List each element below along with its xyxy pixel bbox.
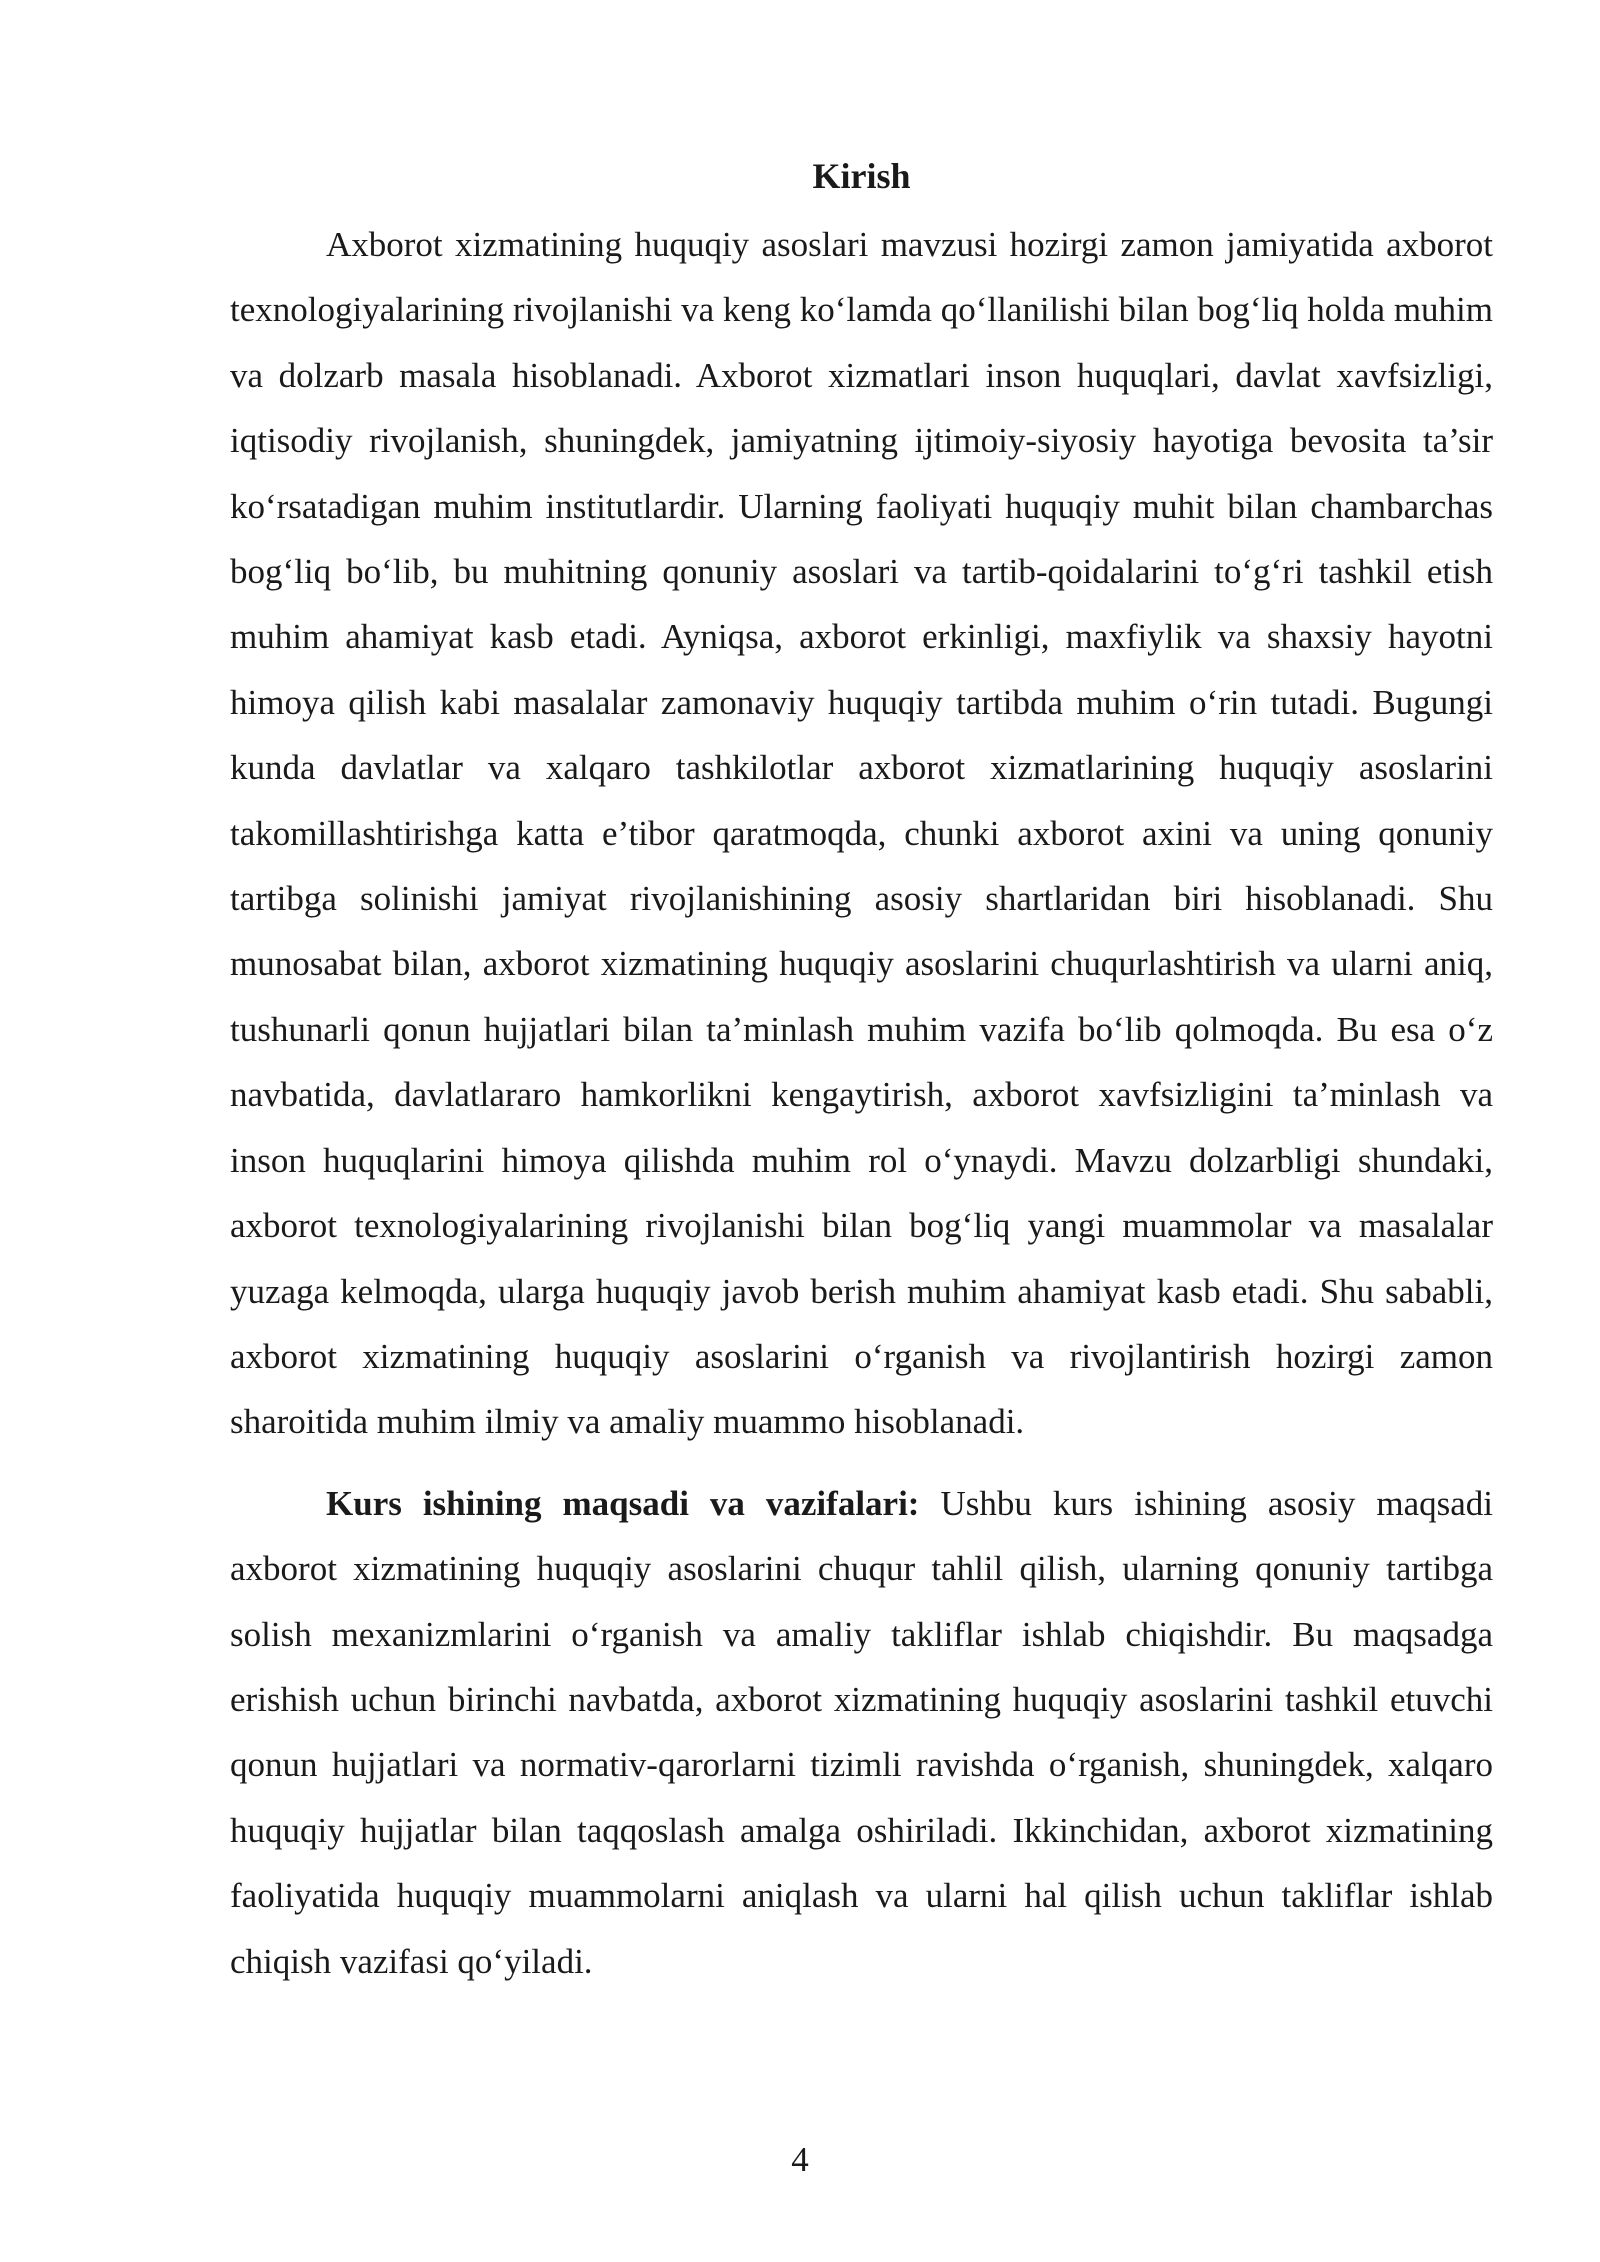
goals-paragraph-text: Ushbu kurs ishining asosiy maqsadi axborot xizmatining huquqiy asoslarini chuqur tahlil qilish, ularning qonuniy tartibga solish mexanizmlarini o‘rganish va amaliy takliflar ishlab chiqishdir. Bu maqsadga erishish uchun birinchi navbatda, axborot xizmatining huquqiy asoslarini tashkil etuvchi qonun hujjatlari va normativ-qarorlarni tizimli ravishda o‘rganish, shuningdek, xalqaro huquqiy hujjatlar bilan taqqoslash amalga oshiriladi. Ikkinchidan, axborot xizmatining faoliyatida huquqiy muammolarni aniqlash va ularni hal qilish uchun takliflar ishlab chiqish vazifasi qo‘yiladi. xyxy=(230,1483,1493,1981)
intro-paragraph-text: Axborot xizmatining huquqiy asoslari mavzusi hozirgi zamon jamiyatida axborot texnologiyalarining rivojlanishi va keng ko‘lamda qo‘llanilishi bilan bog‘liq holda muhim va dolzarb masala hisoblanadi. Axborot xizmatlari inson huquqlari, davlat xavfsizligi, iqtisodiy rivojlanish, shuningdek, jamiyatning ijtimoiy-siyosiy hayotiga bevosita ta’sir ko‘rsatadigan muhim institutlardir. Ularning faoliyati huquqiy muhit bilan chambarchas bog‘liq bo‘lib, bu muhitning qonuniy asoslari va tartib-qoidalarini to‘g‘ri tashkil etish muhim ahamiyat kasb etadi. Ayniqsa, axborot erkinligi, maxfiylik va shaxsiy hayotni himoya qilish kabi masalalar zamonaviy huquqiy tartibda muhim o‘rin tutadi. Bugungi kunda davlatlar va xalqaro tashkilotlar axborot xizmatlarining huquqiy asoslarini takomillashtirishga katta e’tibor qaratmoqda, chunki axborot axini va uning qonuniy tartibga solinishi jamiyat rivojlanishining asosiy shartlaridan biri hisoblanadi. Shu munosabat bilan, axborot xizmatining huquqiy asoslarini chuqurlashtirish va ularni aniq, tushunarli qonun hujjatlari bilan ta’minlash muhim vazifa bo‘lib qolmoqda. Bu esa o‘z navbatida, davlatlararo hamkorlikni kengaytirish, axborot xavfsizligini ta’minlash va inson huquqlarini himoya qilishda muhim rol o‘ynaydi. Mavzu dolzarbligi shundaki, axborot texnologiyalarining rivojlanishi bilan bog‘liq yangi muammolar va masalalar yuzaga kelmoqda, ularga huquqiy javob berish muhim ahamiyat kasb etadi. Shu sababli, axborot xizmatining huquqiy asoslarini o‘rganish va rivojlantirish hozirgi zamon sharoitida muhim ilmiy va amaliy muammo hisoblanadi. xyxy=(230,225,1493,1442)
section-heading: Kirish xyxy=(812,156,911,196)
goals-paragraph-lead: Kurs ishining maqsadi va vazifalari: xyxy=(326,1483,920,1523)
goals-paragraph xyxy=(230,1471,1493,1994)
intro-paragraph xyxy=(230,212,1493,1455)
page-content xyxy=(230,150,1493,1994)
page-number: 4 xyxy=(791,2140,809,2179)
